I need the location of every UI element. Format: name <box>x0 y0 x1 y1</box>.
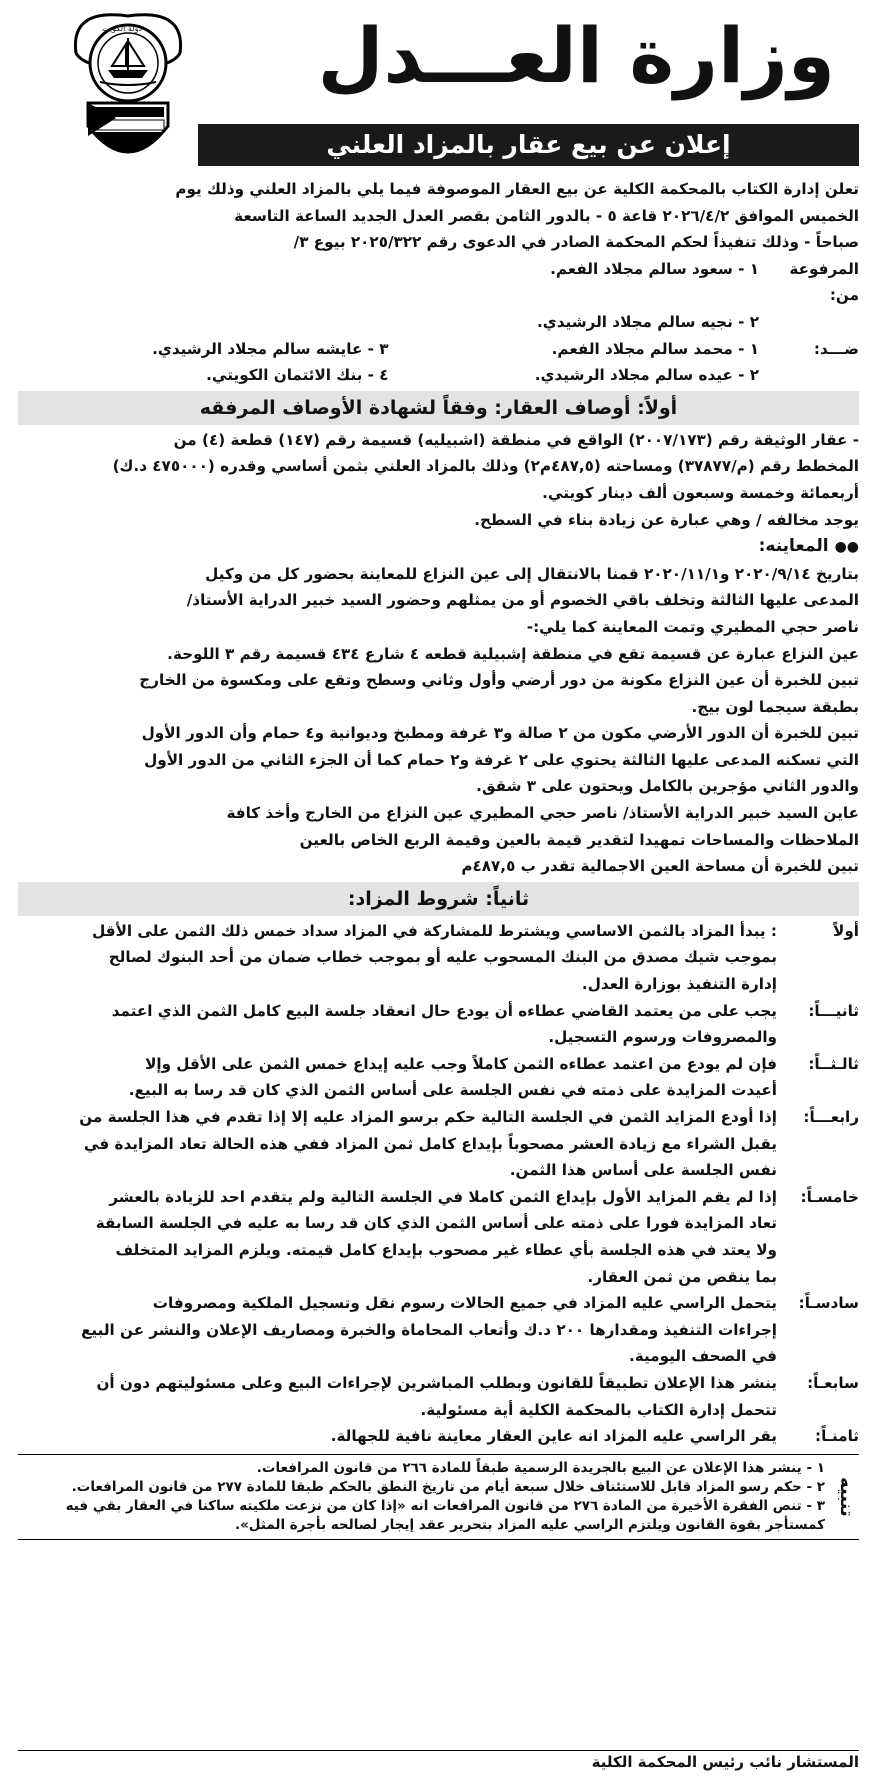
inspection-line: الملاحظات والمساحات تمهيدا لتقدير قيمة بالعين وقيمة الربع الخاص بالعين <box>299 830 859 849</box>
notes-box <box>18 1454 859 1540</box>
intro <box>18 176 859 256</box>
emblem-caption: دولة الكويت <box>102 24 142 33</box>
condition-item: أولاً : يبدأ المزاد بالثمن الاساسي ويشترط للمشاركة في المزاد سداد خمس ذلك الثمن على الأقل بموجب شيك مصدق من البنك المسحوب عليه أو بموجب خطاب ضمان من أحد البنوك لصالح إدارة التنفيذ بوزارة العدل. <box>92 921 859 994</box>
property-line: المخطط رقم (م/٣٧٨٧٧) ومساحته (٤٨٧,٥م٢) وذلك بالمزاد العلني بثمن أساسي وقدره (٤٧٥٠٠٠ د.ك) <box>112 457 859 476</box>
note-item: ٢ - حكم رسو المزاد قابل للاستئناف خلال سبعة أيام من تاريخ النطق بالحكم طبقا للمادة ٢٧٧ من قانون المرافعات. <box>71 1478 825 1495</box>
auction-conditions <box>18 918 859 1450</box>
section-conditions-heading: ثانياً: شروط المزاد: <box>18 882 859 916</box>
notes-label: تنبيه <box>836 1476 857 1517</box>
inspection-line: تبين للخبرة أن عين النزاع مكونة من دور أرضي وأول وثاني وسطح وتقع على ومكسوة من الخارج <box>139 671 859 690</box>
inspection-line: عين النزاع عبارة عن قسيمة تقع في منطقة إشبيلية قطعه ٤ شارع ٤٣٤ قسيمة رقم ٣ اللوحة. <box>167 644 859 663</box>
note-item: ٣ - تنص الفقرة الأخيرة من المادة ٢٧٦ من قانون المرافعات انه «إذا كان من نزعت ملكيته ساكنا في العقار بقي فيه <box>65 1497 825 1514</box>
note-item: كمستأجر بقوة القانون ويلتزم الراسي عليه المزاد بتحرير عقد إيجار لصالحه بأجرة المثل». <box>234 1516 825 1533</box>
defendant: ١ - محمد سالم مجلاد الفعم. <box>551 339 759 358</box>
announcement-page <box>8 6 871 1771</box>
inspection-line: والدور الثاني مؤجرين بالكامل ويحتون على ٣ شقق. <box>476 777 859 796</box>
condition-item: سادسـاً: يتحمل الراسي عليه المزاد في جميع الحالات رسوم نقل وتسجيل الملكية ومصروفات إجراءات التنفيذ ومقدارها ٢٠٠ د.ك وأتعاب المحاماة والخبرة ومصاريف الإعلان والنشر عن البيع في الصحف اليومية. <box>81 1294 859 1366</box>
announcement-banner: إعلان عن بيع عقار بالمزاد العلني <box>198 124 859 166</box>
plaintiff: ٢ - نجيه سالم مجلاد الرشيدي. <box>537 312 759 331</box>
plaintiffs-label: المرفوعة من: <box>789 259 859 305</box>
note-item: ١ - ينشر هذا الإعلان عن البيع بالجريدة الرسمية طبقاً للمادة ٢٦٦ من قانون المرافعات. <box>256 1459 825 1476</box>
announcement-body <box>18 176 859 1540</box>
condition-item: رابعـــاً: إذا أودع المزايد الثمن في الجلسة التالية حكم برسو المزاد عليه إلا إذا تقدم في هذا الجلسة من يقبل الشراء مع زيادة العشر مصحوباً بإيداع كامل ثمن المزاد ففي هذه الحالة تعاد المزايدة في نفس الجلسة على أساس هذا الثمن. <box>79 1108 859 1180</box>
inspection-line: بتاريخ ٢٠٢٠/٩/١٤ و٢٠٢٠/١١/١ قمنا بالانتقال إلى عين النزاع للمعاينة بحضور كل من وكيل <box>205 564 859 583</box>
kuwait-emblem-icon <box>68 8 188 178</box>
property-line: يوجد مخالفه / وهي عبارة عن زيادة بناء في السطح. <box>474 510 859 529</box>
defendant: ٢ - عيده سالم مجلاد الرشيدي. <box>534 366 759 385</box>
plaintiff: ١ - سعود سالم مجلاد الفعم. <box>550 259 759 278</box>
defendant: ٣ - عايشه سالم مجلاد الرشيدي. <box>152 339 389 358</box>
inspection-heading: ●● المعاينه: <box>758 536 859 557</box>
condition-item: سابعـاً: ينشر هذا الإعلان تطبيقاً للقانون وبطلب المباشرين لإجراءات البيع وعلى مسئوليتهم دون أن تتحمل إدارة الكتاب بالمحكمة الكلية أية مسئولية. <box>96 1373 859 1419</box>
inspection-line: المدعى عليها الثالثة وتخلف باقي الخصوم أو من يمثلهم وحضور السيد خبير الدراية الأستاذ/ <box>186 591 859 610</box>
inspection-line: تبين للخبرة أن الدور الأرضي مكون من ٢ صالة و٣ غرفة ومطبخ وديوانية و٤ حمام وأن الدور الأول <box>141 724 859 743</box>
defendants-label: ضـــد: <box>813 339 859 358</box>
inspection-line: بطبقة سيجما لون بيج. <box>691 697 859 716</box>
header <box>8 6 871 159</box>
defendant: ٤ - بنك الائتمان الكويتي. <box>206 366 389 385</box>
ministry-title: وزارة العـــدل <box>317 11 835 100</box>
condition-item: خامسـاً: إذا لم يقم المزايد الأول بإيداع الثمن كاملا في الجلسة التالية ولم يتقدم احد للزيادة بالعشر تعاد المزايدة فورا على ذمته على أساس الثمن الذي كان قد رسا به عليه في الجلسة السابقة ولا يعتد في هذه الجلسة بأي عطاء غير مصحوب بإيداع كامل قيمته. ويلزم المزايد المتخلف بما ينقص من ثمن العقار. <box>95 1187 859 1286</box>
parties <box>18 256 859 389</box>
condition-item: ثانيـــاً: يجب على من يعتمد القاضي عطاءه أن يودع حال انعقاد جلسة البيع كامل الثمن الذي اعتمد والمصروفات ورسوم التسجيل. <box>111 1001 859 1047</box>
property-description <box>18 427 859 533</box>
bullet-icon: ●● <box>834 539 859 556</box>
property-line: - عقار الوثيقة رقم (٢٠٠٧/١٧٣) الواقع في منطقة (اشبيليه) قسيمة رقم (١٤٧) قطعة (٤) من <box>173 430 859 449</box>
intro-line: صباحاً - وذلك تنفيذاً لحكم المحكمة الصادر في الدعوى رقم ٢٠٢٥/٣٢٢ بيوع ٣/ <box>293 233 859 252</box>
inspection-line: عاين السيد خبير الدراية الأستاذ/ ناصر حجي المطيري عين النزاع من الخارج وأخذ كافة <box>226 804 859 823</box>
inspection-line: التي تسكنه المدعى عليها الثالثة يحتوي على ٢ غرفة و٢ حمام كما أن الجزء الثاني من الدور الأول <box>144 750 859 769</box>
inspection-text <box>18 561 859 880</box>
property-line: أربعمائة وخمسة وسبعون ألف دينار كويتي. <box>542 483 859 502</box>
condition-item: ثامنـاً: يقر الراسي عليه المزاد انه عاين العقار معاينة نافية للجهالة. <box>330 1427 859 1446</box>
intro-line: تعلن إدارة الكتاب بالمحكمة الكلية عن بيع العقار الموصوفة فيما يلي بالمزاد العلني وذلك يوم <box>175 180 859 198</box>
section-property-heading: أولاً: أوصاف العقار: وفقاً لشهادة الأوصاف المرفقه <box>18 391 859 425</box>
intro-line: الخميس الموافق ٢٠٢٦/٤/٢ قاعة ٥ - بالدور الثامن بقصر العدل الجديد الساعة التاسعة <box>234 206 859 225</box>
inspection-line: تبين للخبرة أن مساحة العين الاجمالية تقدر ب ٤٨٧,٥م <box>461 857 859 876</box>
inspection-line: ناصر حجي المطيري وتمت المعاينة كما يلي:- <box>526 617 859 636</box>
signature: المستشار نائب رئيس المحكمة الكلية <box>18 1750 859 1771</box>
condition-item: ثالـثــاً: فإن لم يودع من اعتمد عطاءه الثمن كاملاً وجب عليه إيداع خمس الثمن على الأقل وإلا أعيدت المزايدة على ذمته في نفس الجلسة على أساس الثمن الذي كان قد رسا به البيع. <box>128 1054 859 1100</box>
